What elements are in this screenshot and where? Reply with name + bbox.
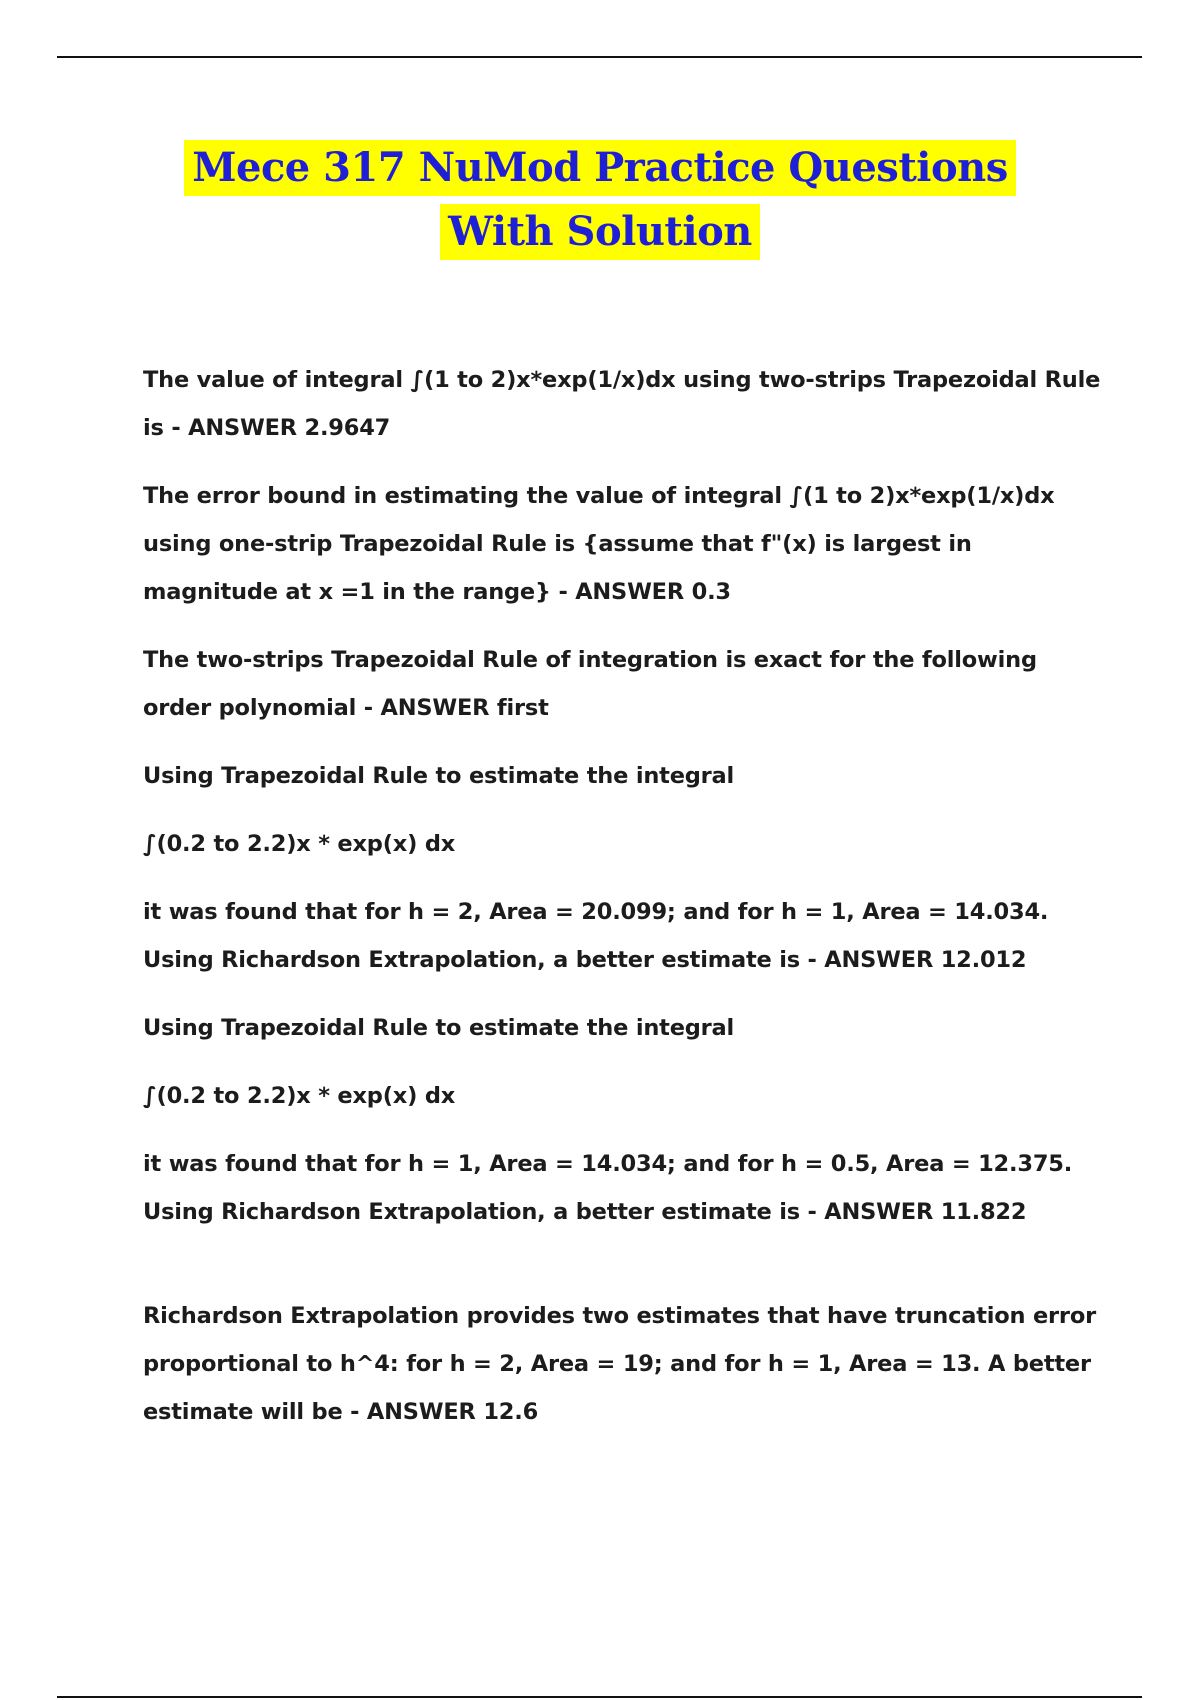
question-3: The two-strips Trapezoidal Rule of integration is exact for the following order polynomial - ANSWER first (143, 647, 1037, 721)
question-6: Richardson Extrapolation provides two estimates that have truncation error proportional to h^4: for h = 2, Area = 19; and for h = 1, Area = 13. A better estimate will be - ANSWER 12.6 (143, 1303, 1096, 1425)
question-4-integral: ∫(0.2 to 2.2)x * exp(x) dx (143, 831, 456, 857)
title-line-2: With Solution (440, 204, 760, 260)
document-title (0, 140, 1200, 260)
question-4-body: it was found that for h = 2, Area = 20.099; and for h = 1, Area = 14.034. Using Richardson Extrapolation, a better estimate is - ANSWER 12.012 (143, 899, 1049, 973)
question-5-integral: ∫(0.2 to 2.2)x * exp(x) dx (143, 1083, 456, 1109)
title-line-1: Mece 317 NuMod Practice Questions (184, 140, 1016, 196)
question-5-intro: Using Trapezoidal Rule to estimate the integral (143, 1015, 735, 1041)
bottom-rule (57, 1696, 1142, 1698)
question-5-body: it was found that for h = 1, Area = 14.034; and for h = 0.5, Area = 12.375. Using Richardson Extrapolation, a better estimate is - ANSWER 11.822 (143, 1151, 1073, 1225)
document-body (143, 356, 1103, 1456)
question-2: The error bound in estimating the value of integral ∫(1 to 2)x*exp(1/x)dx using one-strip Trapezoidal Rule is {assume that f"(x) is largest in magnitude at x =1 in the range} - ANSWER 0.3 (143, 483, 1055, 605)
top-rule (57, 56, 1142, 58)
question-1: The value of integral ∫(1 to 2)x*exp(1/x)dx using two-strips Trapezoidal Rule is - ANSWER 2.9647 (143, 367, 1101, 441)
question-4-intro: Using Trapezoidal Rule to estimate the integral (143, 763, 735, 789)
